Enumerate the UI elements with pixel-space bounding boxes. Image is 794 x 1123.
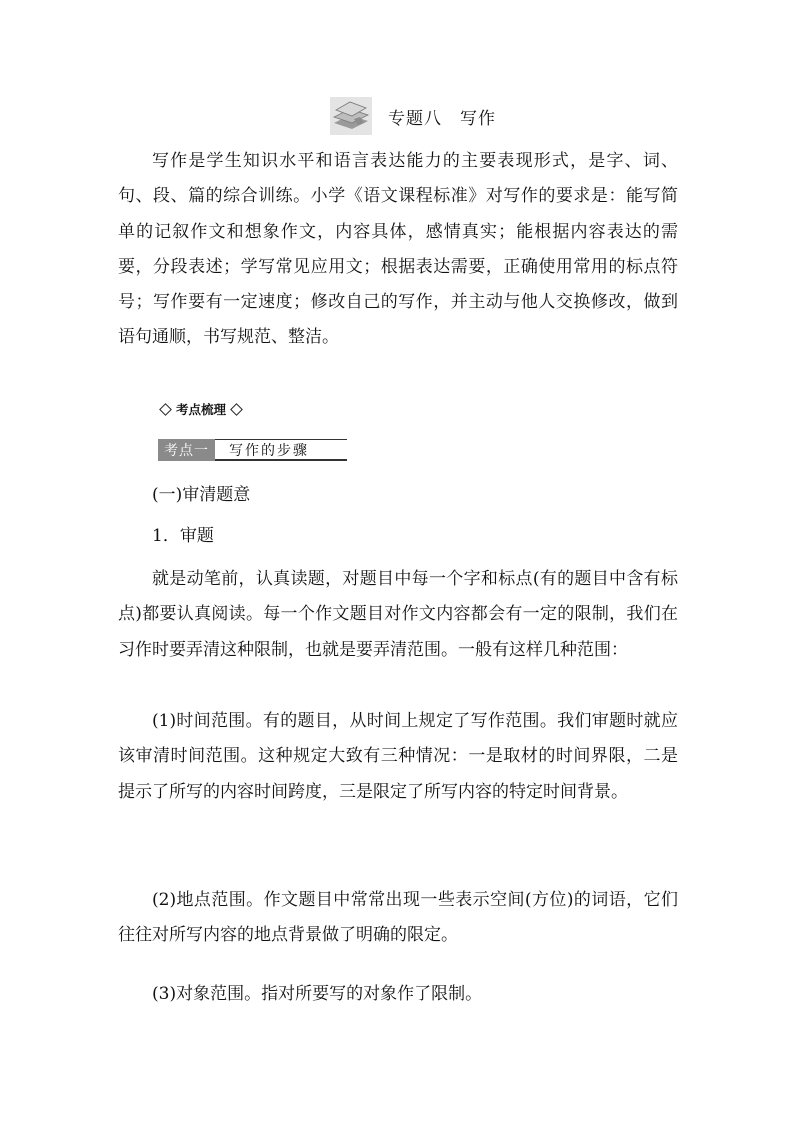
topic-bar-label: 考点梳理 bbox=[176, 402, 227, 417]
section-title: 写作的步骤 bbox=[215, 439, 347, 461]
topic-bar bbox=[158, 400, 244, 418]
body-paragraph: (3)对象范围。指对所要写的对象作了限制。 bbox=[152, 984, 483, 1004]
chapter-title-row bbox=[330, 96, 496, 136]
section-number: 考点一 bbox=[158, 439, 215, 461]
section-label bbox=[158, 439, 347, 461]
subheading-2: 1．审题 bbox=[152, 526, 214, 546]
body-paragraph: 就是动笔前，认真读题，对题目中每一个字和标点(有的题目中含有标点)都要认真阅读。每一个作文题目对作文内容都会有一定的限制，我们在习作时要弄清这种限制，也就是要弄清范围。一般有这样几种范围： bbox=[118, 569, 678, 660]
diamond-icon bbox=[159, 403, 172, 416]
intro-paragraph: 写作是学生知识水平和语言表达能力的主要表现形式，是字、词、句、段、篇的综合训练。小学《语文课程标准》对写作的要求是：能写简单的记叙作文和想象作文，内容具体，感情真实；能根据内容表达的需要，分段表述；学写常见应用文；根据表达需要，正确使用常用的标点符号；写作要有一定速度；修改自己的写作，并主动与他人交换修改，做到语句通顺，书写规范、整洁。 bbox=[118, 151, 678, 348]
subheading-1: (一)审清题意 bbox=[152, 485, 251, 505]
body-paragraph: (1)时间范围。有的题目，从时间上规定了写作范围。我们审题时就应该审清时间范围。这种规定大致有三种情况：一是取材的时间界限，二是提示了所写的内容时间跨度，三是限定了所写内容的特定时间背景。 bbox=[118, 711, 678, 802]
chapter-title: 专题八 写作 bbox=[388, 108, 496, 129]
diamond-icon bbox=[230, 403, 243, 416]
book-stack-icon bbox=[330, 97, 372, 135]
body-paragraph: (2)地点范围。作文题目中常常出现一些表示空间(方位)的词语，它们往往对所写内容的地点背景做了明确的限定。 bbox=[118, 890, 678, 946]
